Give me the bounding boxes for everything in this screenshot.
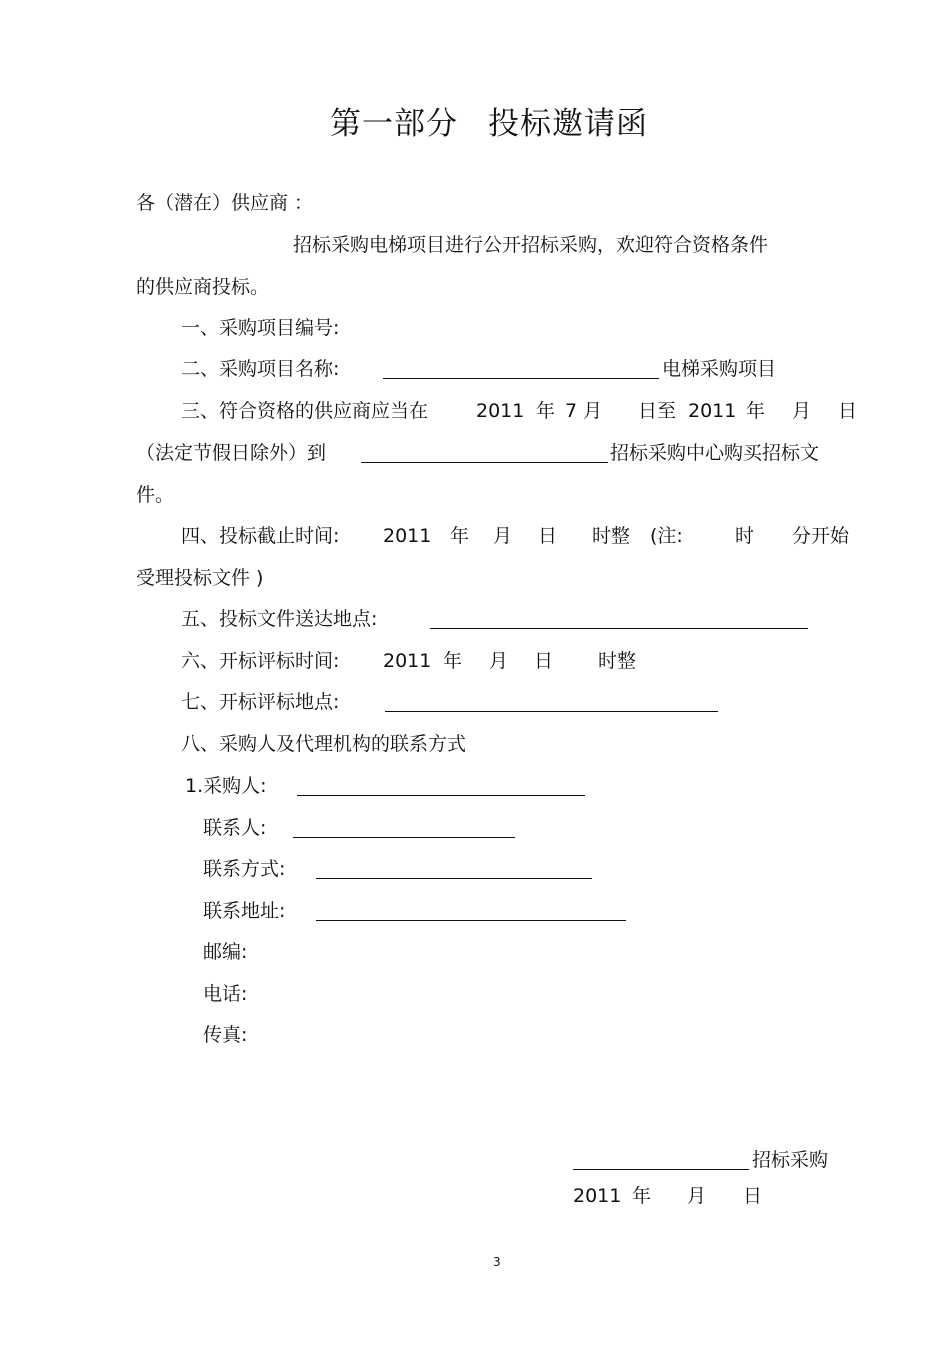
item-opening-location-label: 七、开标评标地点:: [181, 691, 340, 713]
item-opening-ri: 日: [534, 650, 554, 672]
item-opening-shizheng: 时整: [598, 650, 637, 672]
signature-org-suffix: 招标采购: [752, 1149, 829, 1171]
item-qualification-year-1: 2011: [476, 400, 525, 422]
contact-method-blank: [316, 878, 592, 879]
contact-fax-label: 传真:: [203, 1024, 248, 1046]
contact-method-label: 联系方式:: [203, 858, 286, 880]
item-deadline-yue: 月: [493, 525, 513, 547]
item-delivery-location-label: 五、投标文件送达地点:: [181, 608, 378, 630]
title-part: 第一部分: [330, 106, 458, 142]
title-name: 投标邀请函: [488, 106, 648, 142]
item-qualification-line2-prefix: （法定节假日除外）到: [136, 442, 327, 464]
item-qualification-ri-zhi: 日至: [638, 400, 677, 422]
delivery-location-blank: [430, 628, 808, 629]
item-opening-nian: 年: [443, 650, 463, 672]
item-opening-time-label: 六、开标评标时间:: [181, 650, 340, 672]
item-project-name-label: 二、采购项目名称:: [181, 358, 340, 380]
item-qualification-label: 三、符合资格的供应商应当在: [181, 400, 429, 422]
intro-line-2: 的供应商投标。: [136, 276, 270, 298]
item-deadline-note-open: (注:: [650, 525, 683, 547]
purchaser-blank: [297, 795, 585, 796]
item-opening-year: 2011: [383, 650, 432, 672]
signature-year: 2011: [573, 1185, 622, 1207]
contact-postcode-label: 邮编:: [203, 941, 248, 963]
item-deadline-year: 2011: [383, 525, 432, 547]
purchase-location-blank: [361, 462, 608, 463]
item-qualification-line2-suffix: 招标采购中心购买招标文: [610, 442, 820, 464]
item-qualification-year-2: 2011: [688, 400, 737, 422]
intro-line-1: 招标采购电梯项目进行公开招标采购，欢迎符合资格条件: [293, 234, 769, 256]
item-deadline-nian: 年: [450, 525, 470, 547]
item-qualification-line3: 件。: [136, 484, 175, 506]
contact-person-blank: [293, 837, 515, 838]
item-deadline-label: 四、投标截止时间:: [181, 525, 340, 547]
item-qualification-ri-2: 日: [838, 400, 858, 422]
project-name-suffix: 电梯采购项目: [662, 358, 777, 380]
project-name-blank: [383, 378, 659, 379]
signature-org-blank: [573, 1169, 749, 1170]
signature-yue: 月: [687, 1185, 707, 1207]
contact-address-label: 联系地址:: [203, 900, 286, 922]
item-deadline-line2: 受理投标文件 ): [136, 567, 264, 589]
contact-purchaser-label: 1.采购人:: [185, 775, 267, 797]
salutation: 各（潜在）供应商 ：: [136, 192, 314, 214]
item-opening-yue: 月: [489, 650, 509, 672]
item-qualification-nian-1: 年: [536, 400, 556, 422]
item-deadline-shizheng: 时整: [592, 525, 631, 547]
item-qualification-month-1: 7 月: [565, 400, 603, 422]
item-project-number: 一、采购项目编号:: [181, 317, 340, 339]
opening-location-blank: [385, 711, 718, 712]
contact-person-label: 联系人:: [203, 817, 267, 839]
item-qualification-nian-2: 年: [746, 400, 766, 422]
item-deadline-ri: 日: [538, 525, 558, 547]
item-deadline-shi: 时: [735, 525, 755, 547]
item-qualification-yue-2: 月: [792, 400, 812, 422]
contact-address-blank: [316, 920, 626, 921]
signature-nian: 年: [632, 1185, 652, 1207]
item-deadline-fen: 分开始: [792, 525, 850, 547]
signature-ri: 日: [743, 1185, 763, 1207]
contact-phone-label: 电话:: [203, 983, 248, 1005]
item-contact-heading: 八、采购人及代理机构的联系方式: [181, 733, 467, 755]
page-number: 3: [493, 1255, 501, 1269]
